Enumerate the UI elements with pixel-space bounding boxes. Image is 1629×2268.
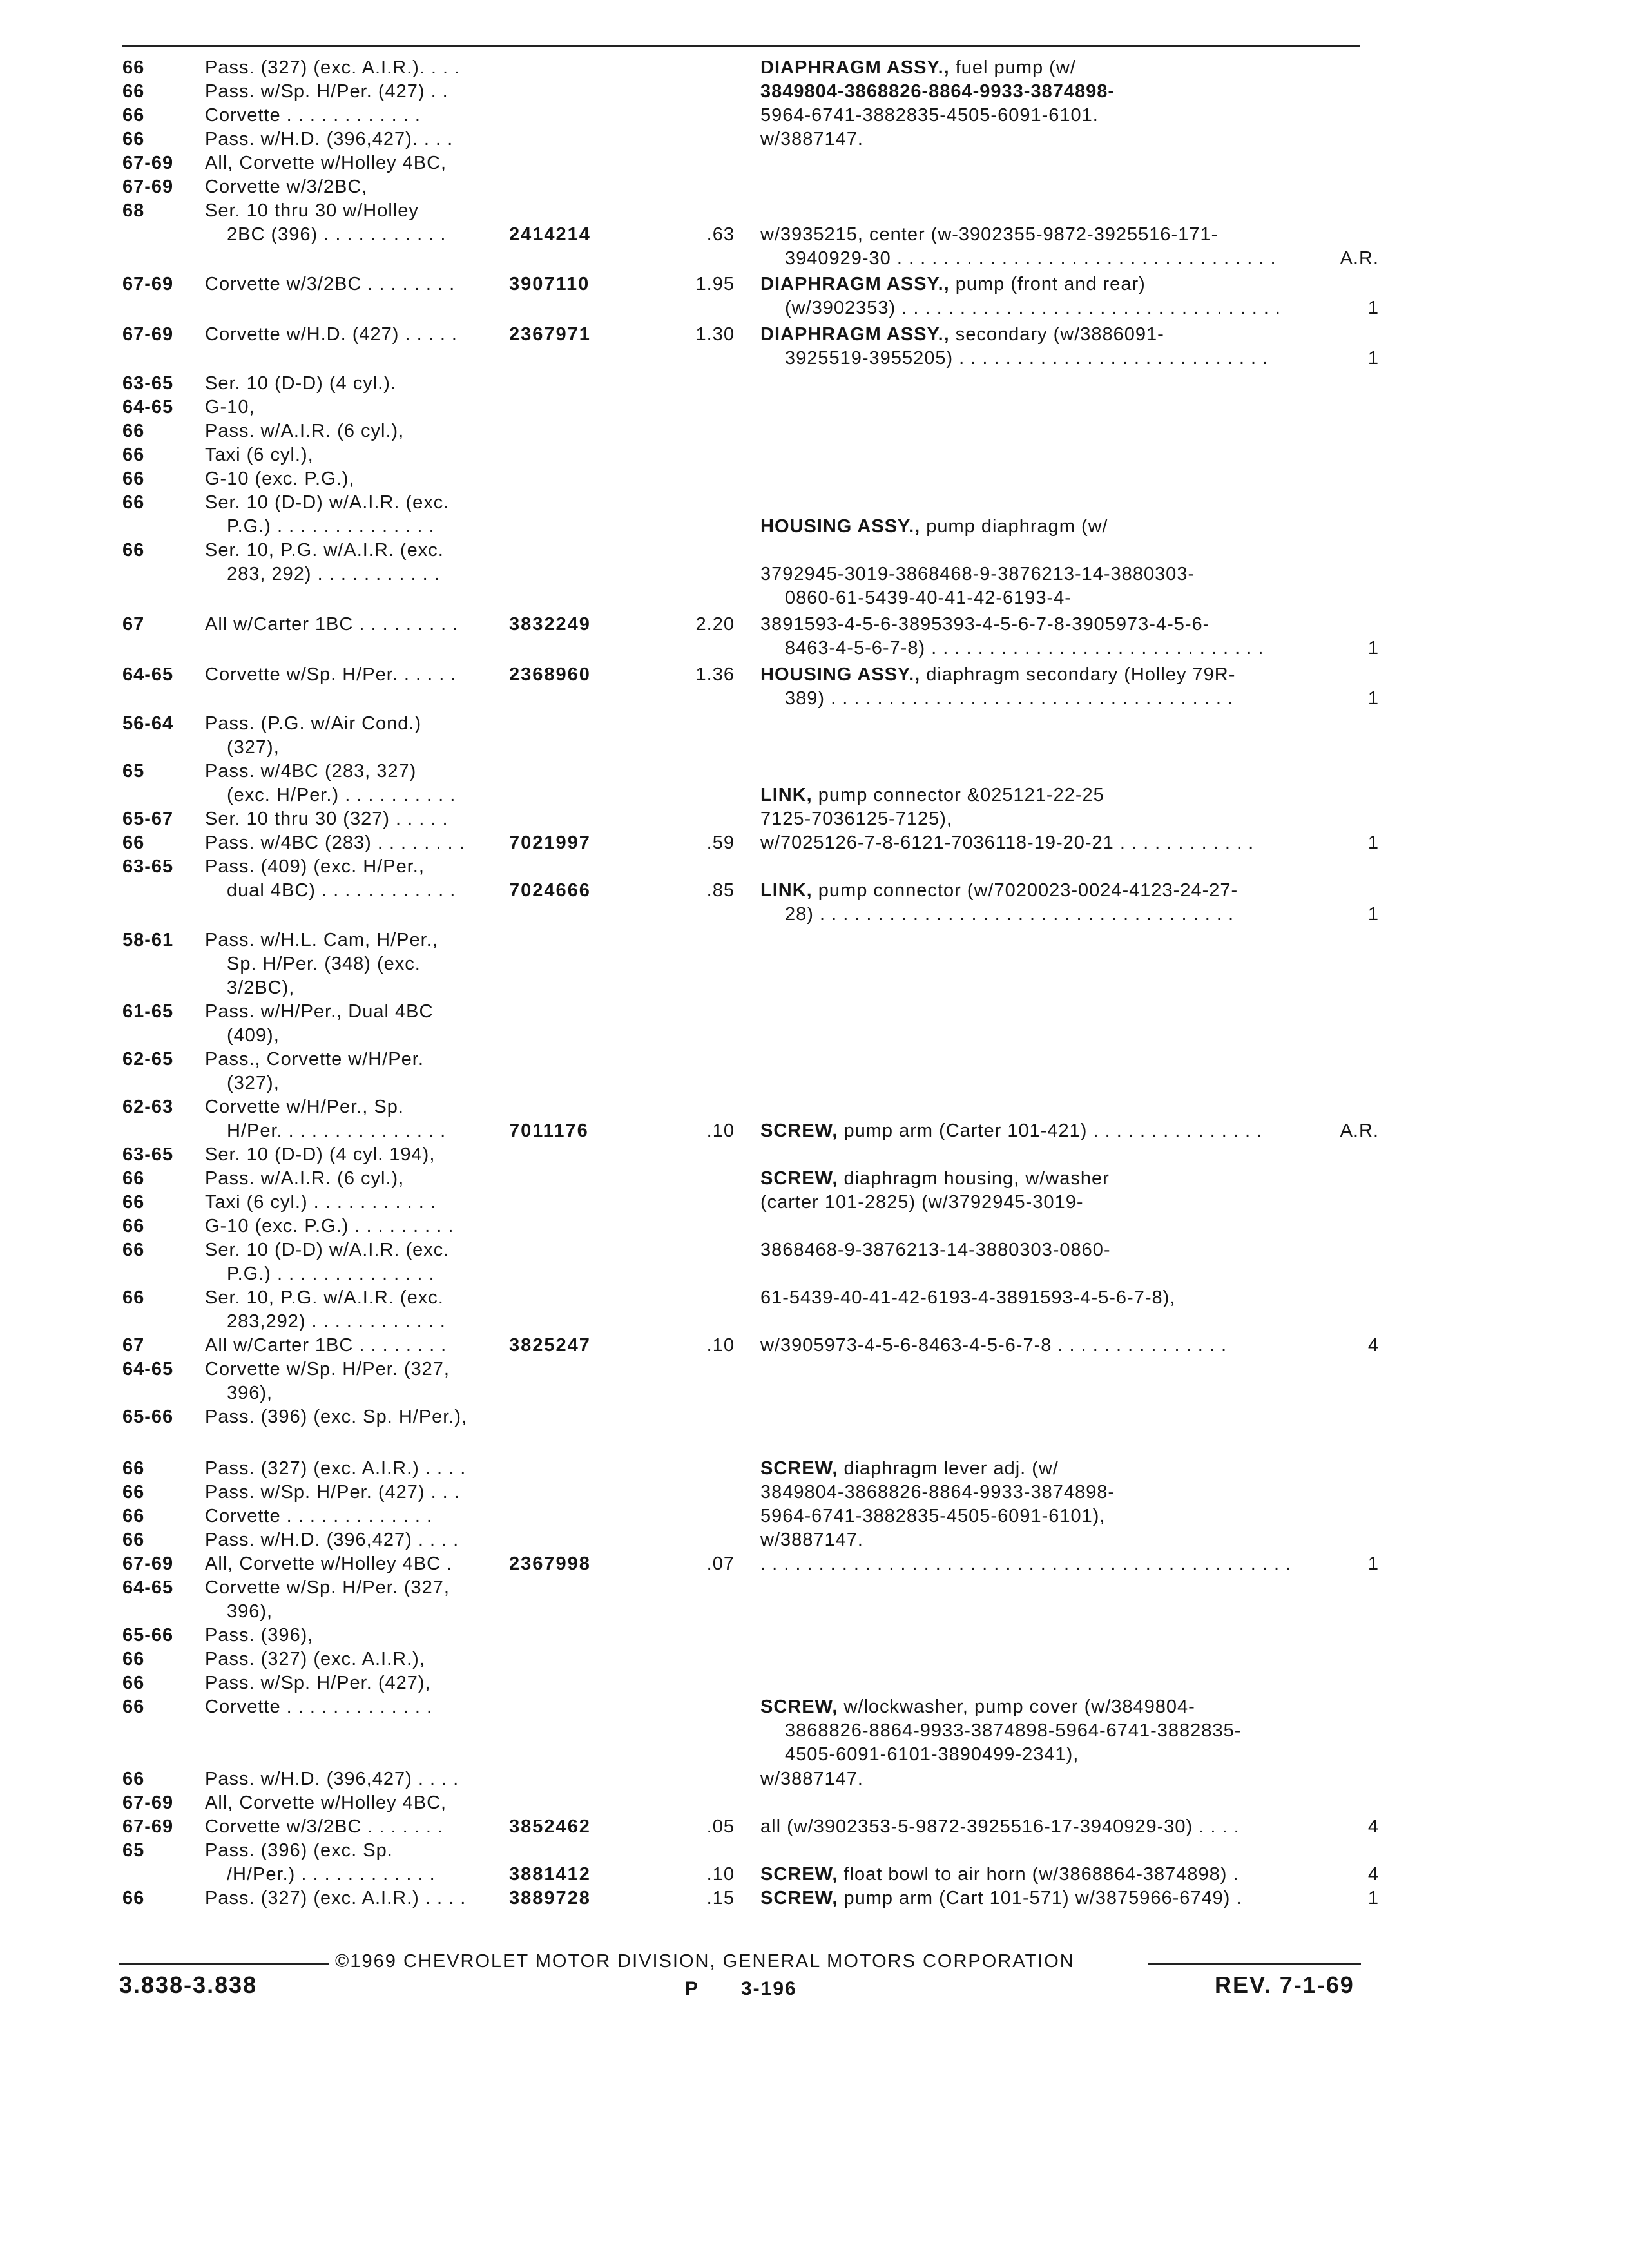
description-line: [760, 224, 1327, 245]
application-desc: Pass. w/A.I.R. (6 cyl.),: [205, 1168, 405, 1189]
item-name: SCREW,: [760, 1864, 838, 1885]
application-desc: All, Corvette w/Holley 4BC,: [205, 153, 447, 173]
application-desc: Sp. H/Per. (348) (exc.: [227, 954, 421, 974]
item-name: DIAPHRAGM ASSY.,: [760, 324, 950, 345]
application-desc: Corvette . . . . . . . . . . . . .: [205, 1696, 433, 1717]
unit-price: .15: [706, 1888, 735, 1908]
part-number: 2367998: [509, 1553, 591, 1574]
application-desc: Pass. w/H.D. (396,427) . . . .: [205, 1530, 459, 1550]
application-desc: P.G.) . . . . . . . . . . . . . .: [227, 1264, 435, 1284]
application-desc: Taxi (6 cyl.) . . . . . . . . . . .: [205, 1192, 436, 1213]
model-year: 66: [122, 1673, 145, 1693]
model-year: 64-65: [122, 1359, 174, 1379]
unit-price: .10: [706, 1864, 735, 1885]
item-detail: fuel pump (w/: [949, 57, 1076, 78]
model-year: 66: [122, 1458, 145, 1479]
part-number: 7024666: [509, 880, 591, 901]
description-line: [760, 57, 1327, 79]
model-year: 66: [122, 1168, 145, 1189]
item-detail: diaphragm housing, w/washer: [838, 1168, 1110, 1189]
item-name: HOUSING ASSY.,: [760, 664, 921, 685]
item-detail: 3925519-3955205) . . . . . . . . . . . . . . . . . . . . . . . . . . .: [785, 348, 1269, 369]
item-detail: pump diaphragm (w/: [920, 516, 1108, 537]
model-year: 67: [122, 1335, 145, 1356]
model-year: 65-66: [122, 1407, 174, 1427]
model-year: 66: [122, 57, 145, 78]
application-desc: Pass., Corvette w/H/Per.: [205, 1049, 424, 1070]
application-desc: Ser. 10 (D-D) (4 cyl.).: [205, 373, 396, 394]
part-number: 3889728: [509, 1888, 591, 1908]
description-line: [760, 664, 1327, 686]
model-year: 68: [122, 200, 145, 221]
quantity: 1: [1367, 904, 1379, 925]
application-desc: Pass. w/Sp. H/Per. (427) . . .: [205, 1482, 460, 1503]
description-line: [760, 1120, 1327, 1142]
item-detail: 5964-6741-3882835-4505-6091-6101),: [760, 1506, 1106, 1526]
description-line: [760, 1168, 1327, 1189]
item-detail: diaphragm lever adj. (w/: [838, 1458, 1059, 1479]
application-desc: All w/Carter 1BC . . . . . . . . .: [205, 614, 459, 635]
description-line: [760, 613, 1327, 635]
item-detail: 3868468-9-3876213-14-3880303-0860-: [760, 1240, 1111, 1260]
model-year: 66: [122, 1240, 145, 1260]
quantity: 1: [1367, 1888, 1379, 1908]
item-detail: diaphragm secondary (Holley 79R-: [920, 664, 1236, 685]
model-year: 66: [122, 540, 145, 561]
item-detail: (carter 101-2825) (w/3792945-3019-: [760, 1192, 1084, 1213]
model-year: 64-65: [122, 397, 174, 418]
application-desc: Pass. w/H.L. Cam, H/Per.,: [205, 930, 438, 950]
description-line: [760, 81, 1327, 102]
application-desc: Pass. (409) (exc. H/Per.,: [205, 856, 425, 877]
item-detail: pump arm (Cart 101-571) w/3875966-6749) .: [838, 1888, 1242, 1908]
description-line: [760, 1191, 1327, 1213]
model-year: 66: [122, 1287, 145, 1308]
part-number: 3825247: [509, 1335, 591, 1356]
part-number: 3852462: [509, 1816, 591, 1837]
application-desc: Ser. 10 (D-D) w/A.I.R. (exc.: [205, 492, 450, 513]
item-name: SCREW,: [760, 1120, 838, 1141]
model-year: 66: [122, 105, 145, 126]
description-line: [785, 247, 1327, 269]
application-desc: Pass. (396) (exc. Sp. H/Per.),: [205, 1407, 468, 1427]
item-name: SCREW,: [760, 1696, 838, 1717]
part-number: 7021997: [509, 832, 591, 853]
item-detail: 0860-61-5439-40-41-42-6193-4-: [785, 588, 1072, 608]
item-detail: w/lockwasher, pump cover (w/3849804-: [838, 1696, 1195, 1717]
part-number: 7011176: [509, 1120, 589, 1141]
application-desc: Pass. w/Sp. H/Per. (427),: [205, 1673, 431, 1693]
quantity: A.R.: [1340, 1120, 1379, 1141]
quantity: 1: [1367, 298, 1379, 318]
unit-price: .59: [706, 832, 735, 853]
description-line: [785, 903, 1327, 925]
item-detail: 389) . . . . . . . . . . . . . . . . . . . . . . . . . . . . . . . . . . .: [785, 688, 1234, 709]
application-desc: All, Corvette w/Holley 4BC,: [205, 1792, 447, 1813]
application-desc: Pass. (327) (exc. A.I.R.) . . . .: [205, 1458, 467, 1479]
item-detail: 7125-7036125-7125),: [760, 809, 952, 829]
application-desc: 3/2BC),: [227, 977, 295, 998]
application-desc: Ser. 10 thru 30 (327) . . . . .: [205, 809, 448, 829]
item-detail: all (w/3902353-5-9872-3925516-17-3940929-30) . . . .: [760, 1816, 1240, 1837]
application-desc: Ser. 10, P.G. w/A.I.R. (exc.: [205, 540, 444, 561]
section-number: 3.838-3.838: [119, 1972, 258, 1998]
application-desc: Pass. w/H/Per., Dual 4BC: [205, 1001, 434, 1022]
description-line: [760, 563, 1327, 585]
description-line: [760, 1768, 1327, 1790]
model-year: 66: [122, 1482, 145, 1503]
description-line: [760, 808, 1327, 830]
application-desc: Corvette w/3/2BC,: [205, 177, 368, 197]
unit-price: .10: [706, 1335, 735, 1356]
quantity: 4: [1367, 1864, 1379, 1885]
footer-rule-left: [119, 1963, 329, 1965]
item-detail: w/3887147.: [760, 129, 863, 149]
application-desc: Pass. w/4BC (283) . . . . . . . .: [205, 832, 465, 853]
model-year: 66: [122, 1888, 145, 1908]
application-desc: Corvette w/3/2BC . . . . . . .: [205, 1816, 444, 1837]
model-year: 66: [122, 468, 145, 489]
application-desc: Ser. 10 thru 30 w/Holley: [205, 200, 419, 221]
top-rule: [122, 45, 1360, 47]
item-name: LINK,: [760, 880, 813, 901]
description-line: [760, 1334, 1327, 1356]
application-desc: Corvette w/H/Per., Sp.: [205, 1097, 404, 1117]
description-line: [760, 832, 1327, 854]
item-detail: pump connector (w/7020023-0024-4123-24-27-: [812, 880, 1239, 901]
application-desc: Pass. (327) (exc. A.I.R.). . . .: [205, 57, 461, 78]
application-desc: Pass. w/H.D. (396,427). . . .: [205, 129, 454, 149]
description-line: [785, 1744, 1327, 1765]
page-number: 3-196: [741, 1978, 797, 1999]
application-desc: G-10 (exc. P.G.),: [205, 468, 355, 489]
description-line: [760, 1553, 1327, 1575]
item-detail: w/3887147.: [760, 1769, 863, 1789]
application-desc: G-10,: [205, 397, 255, 418]
quantity: 1: [1367, 688, 1379, 709]
item-detail: pump arm (Carter 101-421) . . . . . . . . . . . . . . .: [838, 1120, 1263, 1141]
description-line: [785, 587, 1327, 609]
application-desc: All w/Carter 1BC . . . . . . . .: [205, 1335, 447, 1356]
item-name: SCREW,: [760, 1458, 838, 1479]
item-detail: 8463-4-5-6-7-8) . . . . . . . . . . . . . . . . . . . . . . . . . . . . .: [785, 638, 1264, 658]
quantity: 4: [1367, 1335, 1379, 1356]
application-desc: Pass. (396),: [205, 1625, 314, 1646]
page-letter: P: [685, 1978, 700, 1999]
item-detail: w/3887147.: [760, 1530, 863, 1550]
unit-price: 1.36: [695, 664, 735, 685]
item-name: DIAPHRAGM ASSY.,: [760, 274, 950, 294]
revision-date: REV. 7-1-69: [1215, 1972, 1354, 1998]
description-line: [760, 1529, 1327, 1551]
quantity: 1: [1367, 348, 1379, 369]
item-name: HOUSING ASSY.,: [760, 516, 921, 537]
model-year: 58-61: [122, 930, 174, 950]
unit-price: 1.95: [695, 274, 735, 294]
application-desc: G-10 (exc. P.G.) . . . . . . . . .: [205, 1216, 454, 1236]
unit-price: .63: [706, 224, 735, 245]
item-detail: secondary (w/3886091-: [949, 324, 1164, 345]
model-year: 66: [122, 1696, 145, 1717]
description-line: [760, 128, 1327, 150]
model-year: 66: [122, 129, 145, 149]
model-year: 66: [122, 492, 145, 513]
part-number: 3832249: [509, 614, 591, 635]
item-detail: pump connector &025121-22-25: [812, 785, 1104, 805]
model-year: 66: [122, 421, 145, 441]
model-year: 67-69: [122, 153, 174, 173]
part-number: 3907110: [509, 274, 590, 294]
item-detail: 4505-6091-6101-3890499-2341),: [785, 1744, 1079, 1765]
quantity: 4: [1367, 1816, 1379, 1837]
model-year: 63-65: [122, 373, 174, 394]
model-year: 66: [122, 1769, 145, 1789]
unit-price: .85: [706, 880, 735, 901]
part-number: 2367971: [509, 324, 591, 345]
application-desc: 283, 292) . . . . . . . . . . .: [227, 564, 440, 584]
application-desc: 396),: [227, 1601, 273, 1622]
description-line: [760, 1887, 1327, 1909]
application-desc: (327),: [227, 1073, 280, 1093]
description-line: [760, 1239, 1327, 1261]
quantity: 1: [1367, 1553, 1379, 1574]
application-desc: Corvette w/Sp. H/Per. (327,: [205, 1577, 450, 1598]
item-name: DIAPHRAGM ASSY.,: [760, 57, 950, 78]
model-year: 63-65: [122, 1144, 174, 1165]
application-desc: Pass. (P.G. w/Air Cond.): [205, 713, 422, 734]
model-year: 62-65: [122, 1049, 174, 1070]
application-desc: 283,292) . . . . . . . . . . . .: [227, 1311, 446, 1332]
model-year: 67: [122, 614, 145, 635]
application-desc: Ser. 10, P.G. w/A.I.R. (exc.: [205, 1287, 444, 1308]
application-desc: P.G.) . . . . . . . . . . . . . .: [227, 516, 435, 537]
model-year: 65: [122, 761, 145, 782]
model-year: 67-69: [122, 1792, 174, 1813]
model-year: 61-65: [122, 1001, 174, 1022]
application-desc: All, Corvette w/Holley 4BC .: [205, 1553, 453, 1574]
item-detail: 3891593-4-5-6-3895393-4-5-6-7-8-3905973-4-5-6-: [760, 614, 1210, 635]
model-year: 66: [122, 832, 145, 853]
item-detail: float bowl to air horn (w/3868864-3874898) .: [838, 1864, 1239, 1885]
unit-price: .05: [706, 1816, 735, 1837]
application-desc: Corvette w/H.D. (427) . . . . .: [205, 324, 458, 345]
model-year: 66: [122, 1530, 145, 1550]
unit-price: 1.30: [695, 324, 735, 345]
model-year: 67-69: [122, 1553, 174, 1574]
application-desc: (409),: [227, 1025, 280, 1046]
application-desc: 2BC (396) . . . . . . . . . . .: [227, 224, 447, 245]
model-year: 64-65: [122, 1577, 174, 1598]
item-detail: 61-5439-40-41-42-6193-4-3891593-4-5-6-7-8),: [760, 1287, 1176, 1308]
application-desc: Corvette w/3/2BC . . . . . . . .: [205, 274, 456, 294]
item-name: 3849804-3868826-8864-9933-3874898-: [760, 81, 1115, 102]
description-line: [760, 273, 1327, 295]
model-year: 66: [122, 1192, 145, 1213]
item-detail: 3792945-3019-3868468-9-3876213-14-3880303-: [760, 564, 1195, 584]
item-detail: 28) . . . . . . . . . . . . . . . . . . . . . . . . . . . . . . . . . . . .: [785, 904, 1235, 925]
application-desc: Corvette . . . . . . . . . . . .: [205, 105, 421, 126]
application-desc: Taxi (6 cyl.),: [205, 445, 314, 465]
application-desc: Ser. 10 (D-D) w/A.I.R. (exc.: [205, 1240, 450, 1260]
application-desc: /H/Per.) . . . . . . . . . . . .: [227, 1864, 436, 1885]
model-year: 66: [122, 1506, 145, 1526]
application-desc: Pass. w/H.D. (396,427) . . . .: [205, 1769, 459, 1789]
application-desc: dual 4BC) . . . . . . . . . . . .: [227, 880, 456, 901]
quantity: 1: [1367, 638, 1379, 658]
item-detail: 5964-6741-3882835-4505-6091-6101.: [760, 105, 1099, 126]
application-desc: Corvette w/Sp. H/Per. . . . . .: [205, 664, 457, 685]
part-number: 3881412: [509, 1864, 591, 1885]
model-year: 62-63: [122, 1097, 174, 1117]
model-year: 67-69: [122, 1816, 174, 1837]
item-detail: 3940929-30 . . . . . . . . . . . . . . . . . . . . . . . . . . . . . . . . .: [785, 248, 1277, 269]
description-line: [760, 879, 1327, 901]
model-year: 67-69: [122, 177, 174, 197]
item-name: SCREW,: [760, 1168, 838, 1189]
application-desc: 396),: [227, 1383, 273, 1403]
item-detail: w/3905973-4-5-6-8463-4-5-6-7-8 . . . . . . . . . . . . . . .: [760, 1335, 1228, 1356]
item-name: SCREW,: [760, 1888, 838, 1908]
model-year: 56-64: [122, 713, 174, 734]
description-line: [760, 1457, 1327, 1479]
application-desc: Pass. w/A.I.R. (6 cyl.),: [205, 421, 405, 441]
application-desc: Corvette . . . . . . . . . . . . .: [205, 1506, 433, 1526]
unit-price: .07: [706, 1553, 735, 1574]
description-line: [760, 1505, 1327, 1527]
description-line: [760, 1816, 1327, 1838]
description-line: [785, 1720, 1327, 1742]
footer-rule-right: [1148, 1963, 1361, 1965]
item-detail: w/3935215, center (w-3902355-9872-3925516-171-: [760, 224, 1219, 245]
item-detail: . . . . . . . . . . . . . . . . . . . . . . . . . . . . . . . . . . . . . . . . . . . . . .: [760, 1553, 1292, 1574]
unit-price: 2.20: [695, 614, 735, 635]
description-line: [785, 297, 1327, 319]
description-line: [785, 347, 1327, 369]
model-year: 66: [122, 81, 145, 102]
application-desc: Pass. (327) (exc. A.I.R.) . . . .: [205, 1888, 467, 1908]
copyright-line: ©1969 CHEVROLET MOTOR DIVISION, GENERAL MOTORS CORPORATION: [335, 1951, 1075, 1972]
application-desc: Pass. w/4BC (283, 327): [205, 761, 417, 782]
part-number: 2414214: [509, 224, 591, 245]
part-number: 2368960: [509, 664, 591, 685]
description-line: [760, 104, 1327, 126]
model-year: 65-67: [122, 809, 174, 829]
item-detail: 3849804-3868826-8864-9933-3874898-: [760, 1482, 1115, 1503]
application-desc: H/Per. . . . . . . . . . . . . . .: [227, 1120, 447, 1141]
item-name: LINK,: [760, 785, 813, 805]
description-line: [760, 515, 1327, 537]
item-detail: 3868826-8864-9933-3874898-5964-6741-3882835-: [785, 1720, 1242, 1741]
model-year: 65: [122, 1840, 145, 1861]
model-year: 67-69: [122, 324, 174, 345]
application-desc: Pass. (327) (exc. A.I.R.),: [205, 1649, 425, 1669]
description-line: [785, 687, 1327, 709]
quantity: A.R.: [1340, 248, 1379, 269]
model-year: 66: [122, 1649, 145, 1669]
quantity: 1: [1367, 832, 1379, 853]
item-detail: (w/3902353) . . . . . . . . . . . . . . . . . . . . . . . . . . . . . . . . .: [785, 298, 1281, 318]
model-year: 66: [122, 445, 145, 465]
unit-price: .10: [706, 1120, 735, 1141]
description-line: [760, 323, 1327, 345]
application-desc: Corvette w/Sp. H/Per. (327,: [205, 1359, 450, 1379]
application-desc: Pass. (396) (exc. Sp.: [205, 1840, 393, 1861]
application-desc: (327),: [227, 737, 280, 758]
description-line: [760, 1481, 1327, 1503]
application-desc: Pass. w/Sp. H/Per. (427) . .: [205, 81, 448, 102]
item-detail: pump (front and rear): [949, 274, 1146, 294]
model-year: 66: [122, 1216, 145, 1236]
description-line: [760, 1287, 1327, 1309]
description-line: [760, 1863, 1327, 1885]
model-year: 67-69: [122, 274, 174, 294]
model-year: 64-65: [122, 664, 174, 685]
application-desc: (exc. H/Per.) . . . . . . . . . .: [227, 785, 456, 805]
description-line: [760, 1696, 1327, 1718]
model-year: 65-66: [122, 1625, 174, 1646]
item-detail: w/7025126-7-8-6121-7036118-19-20-21 . . . . . . . . . . . .: [760, 832, 1255, 853]
description-line: [785, 637, 1327, 659]
model-year: 63-65: [122, 856, 174, 877]
description-line: [760, 784, 1327, 806]
application-desc: Ser. 10 (D-D) (4 cyl. 194),: [205, 1144, 436, 1165]
